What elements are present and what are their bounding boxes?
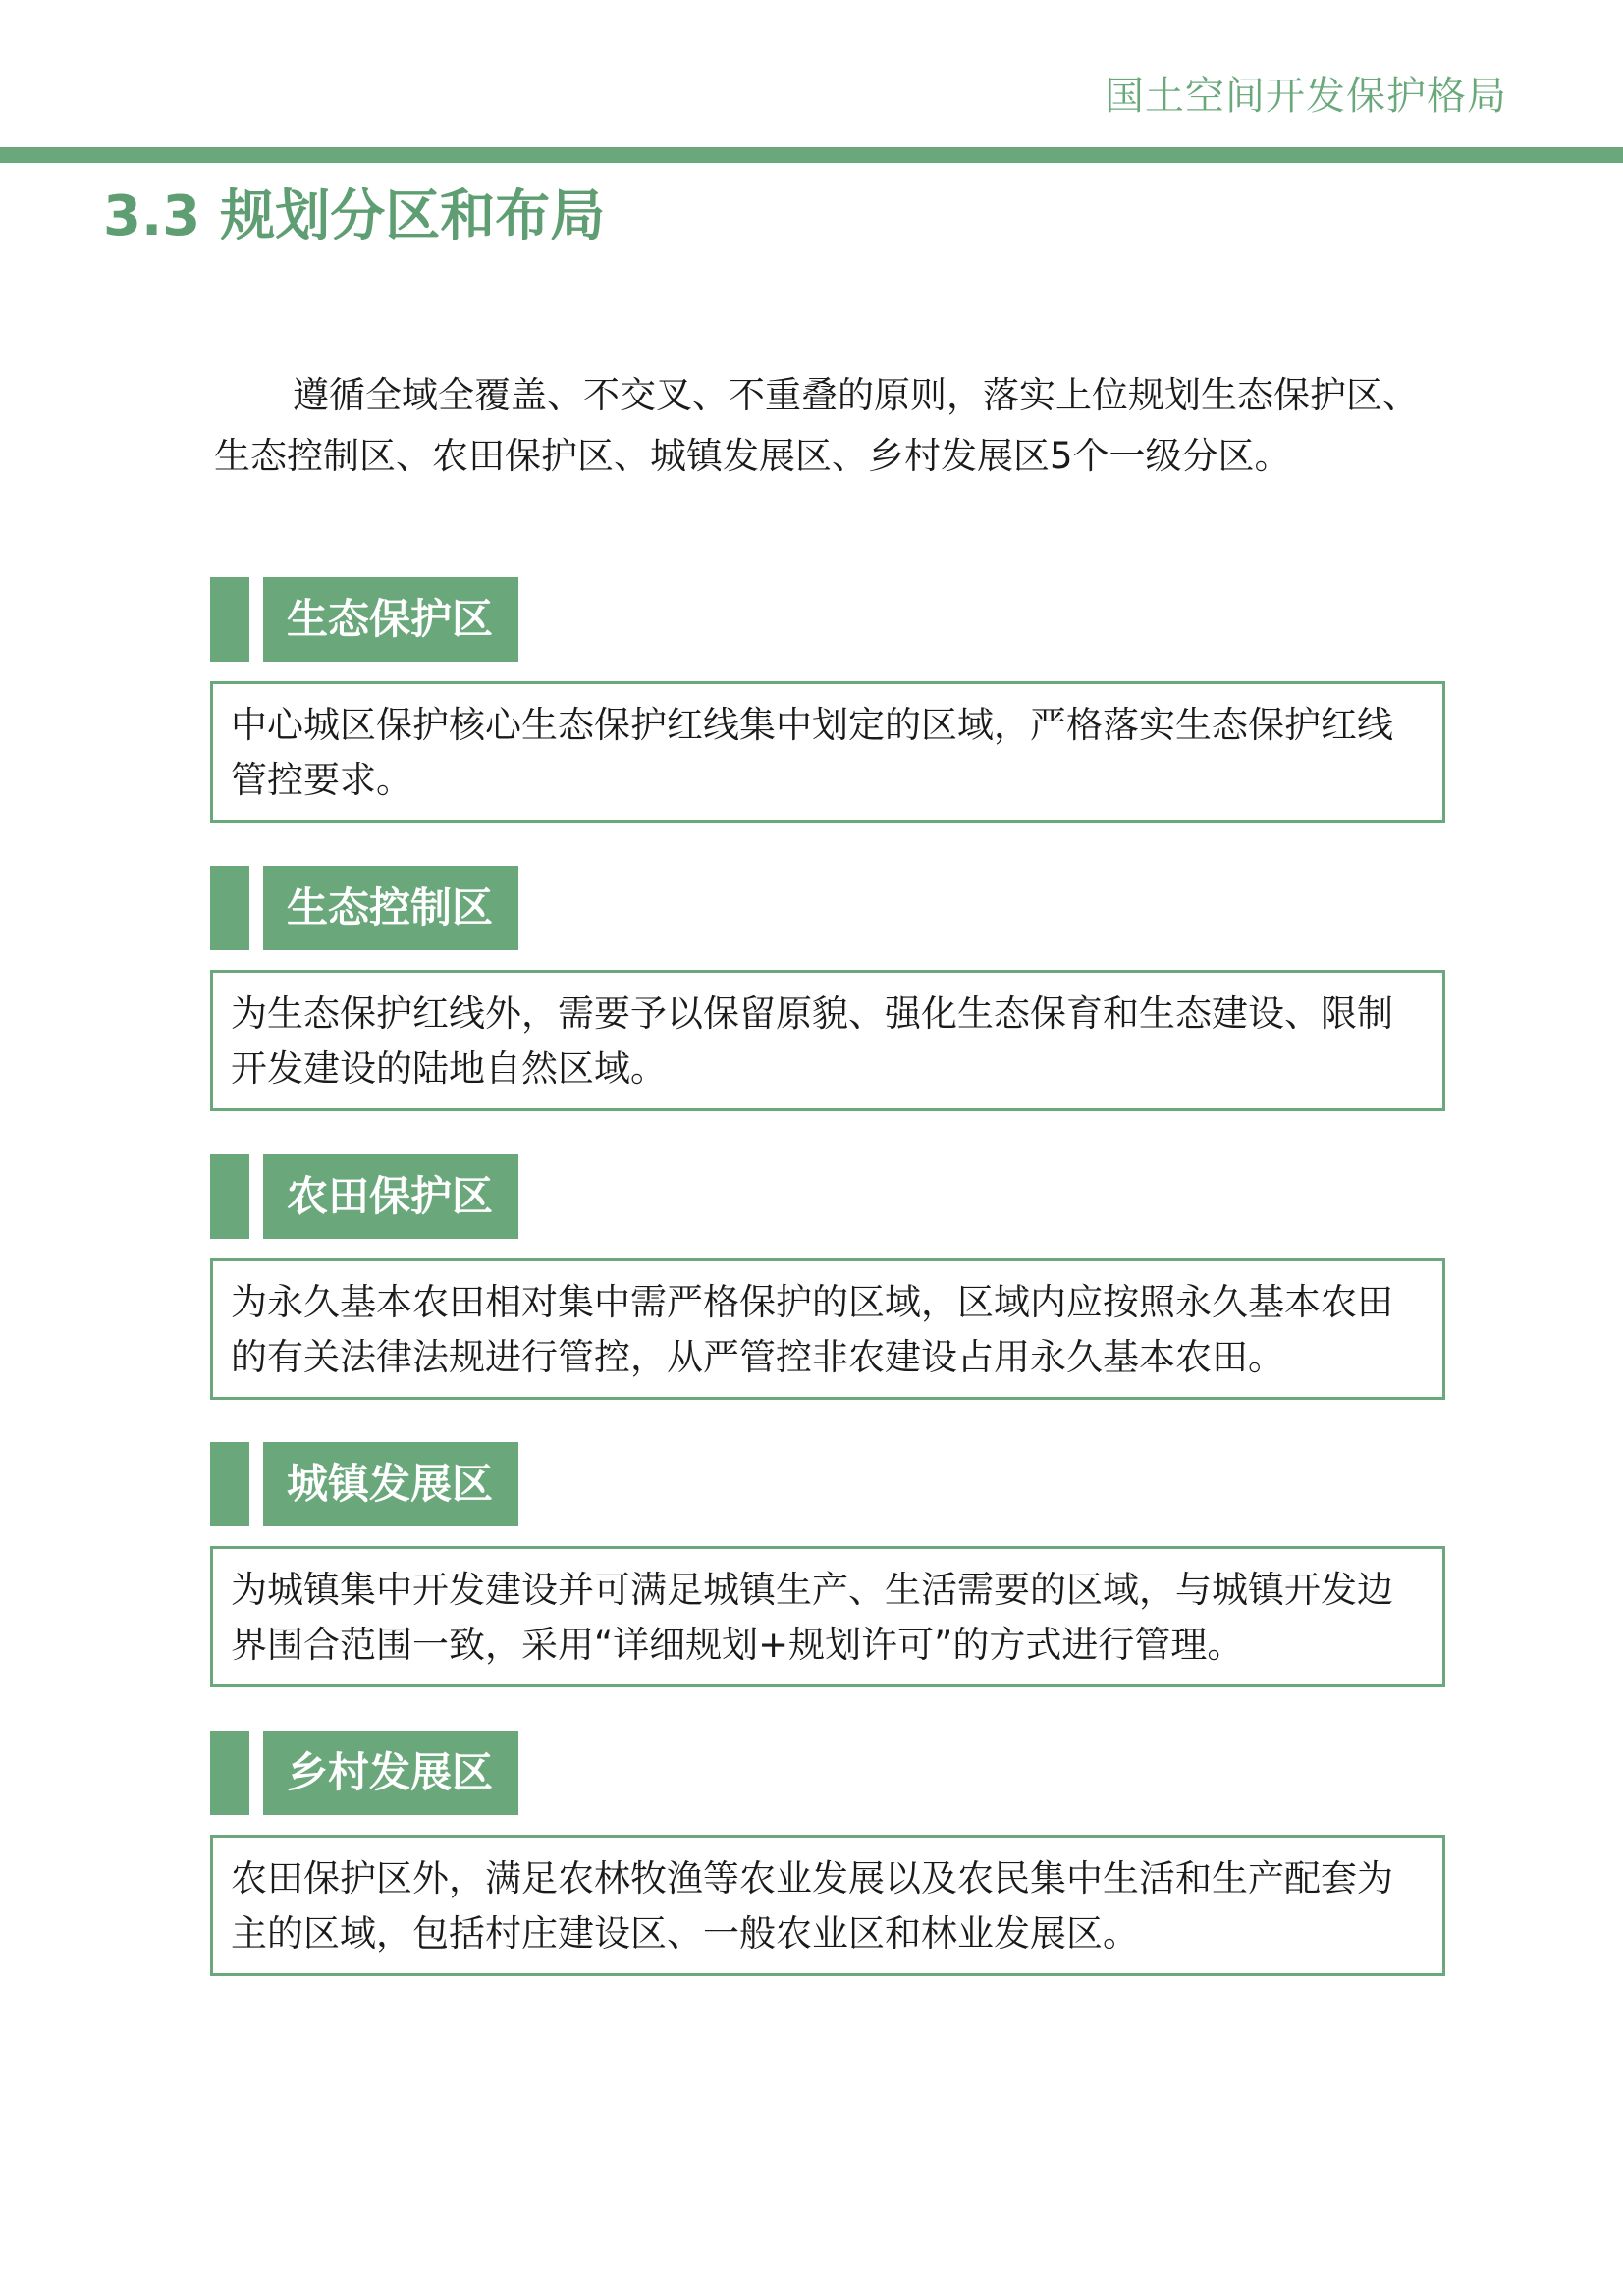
zone-heading	[210, 1442, 1445, 1526]
zone-farmland-protection	[210, 1154, 1445, 1400]
zone-description: 为永久基本农田相对集中需严格保护的区域，区域内应按照永久基本农田的有关法律法规进行管控，从严管控非农建设占用永久基本农田。	[210, 1258, 1445, 1400]
zone-heading	[210, 1731, 1445, 1815]
header-rule	[0, 147, 1623, 163]
zone-accent-bar	[210, 1731, 249, 1815]
intro-paragraph: 遵循全域全覆盖、不交叉、不重叠的原则，落实上位规划生态保护区、生态控制区、农田保护区、城镇发展区、乡村发展区5个一级分区。	[214, 374, 1419, 477]
zone-ecological-control	[210, 866, 1445, 1111]
zone-accent-bar	[210, 577, 249, 662]
zone-description: 农田保护区外，满足农林牧渔等农业发展以及农民集中生活和生产配套为主的区域，包括村庄建设区、一般农业区和林业发展区。	[210, 1835, 1445, 1976]
zone-accent-bar	[210, 1154, 249, 1239]
zone-ecological-protection	[210, 577, 1445, 823]
zone-label: 农田保护区	[263, 1154, 518, 1239]
zone-label: 乡村发展区	[263, 1731, 518, 1815]
zone-description: 中心城区保护核心生态保护红线集中划定的区域，严格落实生态保护红线管控要求。	[210, 681, 1445, 823]
section-number: 3.3	[103, 185, 201, 248]
zone-heading	[210, 577, 1445, 662]
zone-label: 生态控制区	[263, 866, 518, 950]
running-header: 国土空间开发保护格局	[1105, 74, 1507, 119]
zone-urban-development	[210, 1442, 1445, 1687]
zone-rural-development	[210, 1731, 1445, 1976]
zone-accent-bar	[210, 866, 249, 950]
zone-description: 为生态保护红线外，需要予以保留原貌、强化生态保育和生态建设、限制开发建设的陆地自然区域。	[210, 970, 1445, 1111]
zone-heading	[210, 1154, 1445, 1239]
zone-description: 为城镇集中开发建设并可满足城镇生产、生活需要的区域，与城镇开发边界围合范围一致，采用“详细规划+规划许可”的方式进行管理。	[210, 1546, 1445, 1687]
zone-heading	[210, 866, 1445, 950]
section-title	[103, 187, 605, 247]
zone-label: 生态保护区	[263, 577, 518, 662]
zone-label: 城镇发展区	[263, 1442, 518, 1526]
section-title-text: 规划分区和布局	[220, 185, 606, 248]
zone-accent-bar	[210, 1442, 249, 1526]
